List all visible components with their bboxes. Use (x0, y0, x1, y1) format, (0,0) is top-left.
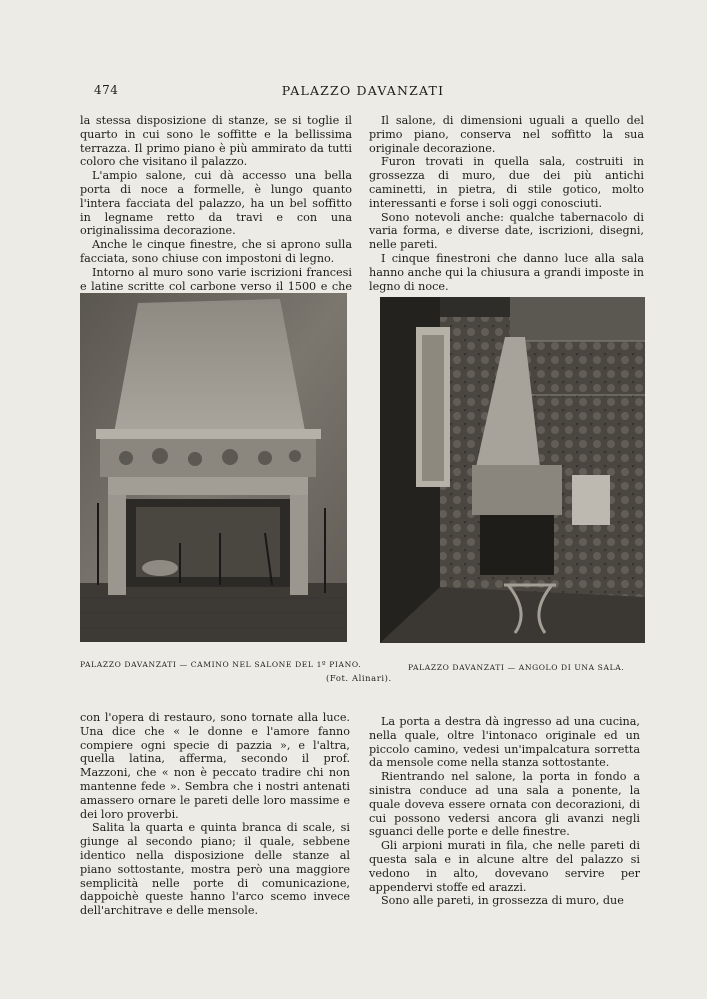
photo-credit: (Fot. Alinari). (326, 673, 392, 683)
text-column-top-right (369, 114, 644, 293)
page-number: 474 (94, 83, 119, 97)
paragraph: Furon trovati in quella sala, costruiti in grossezza di muro, due dei più antichi caminetti, in pietra, di stile gotico, molto interessanti e forse i soli oggi conosciuti. (369, 155, 644, 210)
text-column-bottom-right (369, 715, 640, 908)
fireplace-photo (80, 293, 347, 642)
paragraph: Gli arpioni murati in fila, che nelle pareti di questa sala e in alcune altre del palazzo si vedono in alto, dovevano servire per appendervi stoffe ed arazzi. (369, 839, 640, 894)
paragraph: Anche le cinque finestre, che si aprono sulla facciata, sono chiuse con impostoni di legno. (80, 238, 352, 265)
paragraph: L'ampio salone, cui dà accesso una bella porta di noce a formelle, è lungo quanto l'intera facciata del palazzo, ha un bel soffitto in legname retto da travi e con una originalissima decorazione. (80, 169, 352, 238)
right-figure-caption: PALAZZO DAVANZATI — ANGOLO DI UNA SALA. (408, 663, 625, 672)
paragraph: Rientrando nel salone, la porta in fondo a sinistra conduce ad una sala a ponente, la quale doveva essere ornata con decorazioni, di cui possono vedersi ancora gli avanzi negli sguanci delle porte e delle finestre. (369, 770, 640, 839)
paragraph: I cinque finestroni che danno luce alla sala hanno anche qui la chiusura a grandi imposte in legno di noce. (369, 251, 644, 293)
paragraph: Salita la quarta e quinta branca di scale, si giunge al secondo piano; il quale, sebbene identico nella disposizione delle stanze al piano sottostante, mostra però una maggiore semplicità nelle porte di comunicazione, dappoichè queste hanno l'arco scemo invece dell'architrave e delle mensole. (80, 821, 350, 918)
paragraph: Sono alle pareti, in grossezza di muro, due (381, 894, 624, 908)
running-title: PALAZZO DAVANZATI (281, 83, 445, 98)
room-corner-photo (380, 297, 645, 643)
text-column-top-left (80, 114, 352, 307)
paragraph: con l'opera di restauro, sono tornate alla luce. Una dice che « le donne e l'amore fanno compiere ogni specie di pazzia », e l'altra, quella latina, afferma, secondo il prof. Mazzoni, che « non è peccato tradire chi non mantenne fede ». Sembra che i nostri antenati amassero ornare le pareti delle loro massime e dei loro proverbi. (80, 711, 350, 821)
text-column-bottom-left (80, 711, 350, 918)
paragraph: La porta a destra dà ingresso ad una cucina, nella quale, oltre l'intonaco originale ed un piccolo camino, vedesi un'impalcatura sorretta da mensole come nella stanza sottostante. (369, 715, 640, 770)
left-figure-caption: PALAZZO DAVANZATI — CAMINO NEL SALONE DEL 1º PIANO. (80, 660, 362, 669)
paragraph: la stessa disposizione di stanze, se si toglie il quarto in cui sono le soffitte e la bellissima terrazza. Il primo piano è più ammirato da tutti coloro che visitano il palazzo. (80, 114, 352, 169)
page-header (80, 83, 646, 99)
paragraph: Sono notevoli anche: qualche tabernacolo di varia forma, e diverse date, iscrizioni, disegni, nelle pareti. (369, 210, 644, 252)
paragraph: Il salone, di dimensioni uguali a quello del primo piano, conserva nel soffitto la sua originale decorazione. (369, 114, 644, 155)
paragraph: Intorno al muro sono varie iscrizioni francesi e latine scritte col carbone verso il 1500 e che (80, 265, 352, 293)
